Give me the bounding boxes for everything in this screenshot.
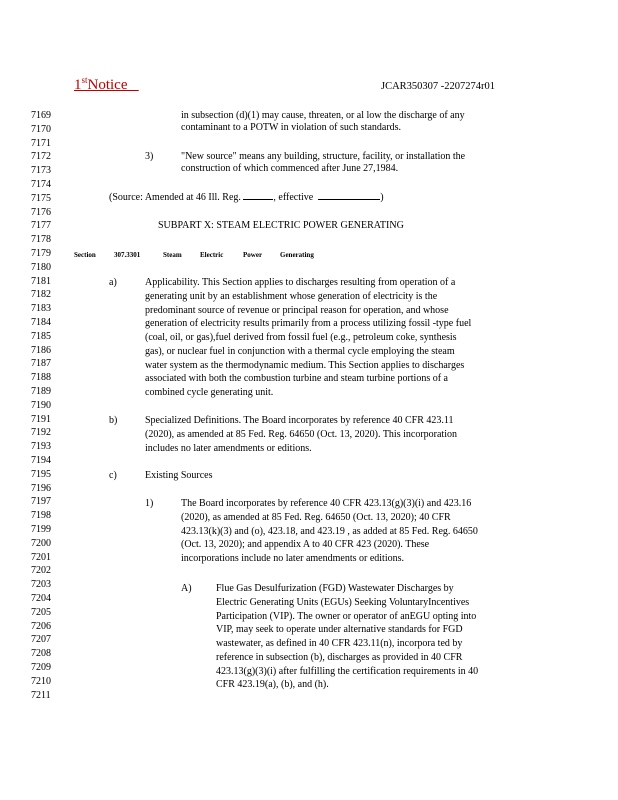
subsection-a-line: associated with both the combustion turbine and steam turbine portions of a (145, 373, 448, 385)
line-number: 7194 (31, 455, 51, 466)
notice-header (74, 77, 139, 94)
line-number: 7178 (31, 234, 51, 246)
line-number: 7177 (31, 220, 51, 232)
subparagraph-a-line: CFR 423.19(a), (b), and (h). (216, 679, 329, 691)
line-number: 7173 (31, 165, 51, 177)
section-title-word-3: Power (243, 251, 263, 259)
line-number: 7202 (31, 565, 51, 577)
line-number: 7190 (31, 399, 51, 411)
line-number: 7209 (31, 662, 51, 673)
volume-blank (243, 199, 273, 200)
jcar-reference: JCAR350307 -2207274r01 (381, 81, 496, 92)
line-number: 7170 (31, 123, 51, 135)
subparagraph-a-line: Electric Generating Units (EGUs) Seeking VoluntaryIncentives (216, 596, 470, 608)
source-text-2: , effective (273, 192, 314, 203)
paragraph-1-line: (2020), as amended at 85 Fed. Reg. 64650 (Oct. 13, 2020); 40 CFR (181, 511, 451, 523)
item-3-line-1: "New source" means any building, structure, facility, or installation the (181, 151, 466, 162)
item-3-line-2: construction of which commenced after June 27,1984. (181, 163, 399, 174)
line-number: 7205 (31, 606, 51, 618)
line-number: 7191 (31, 413, 51, 425)
line-number: 7182 (31, 289, 51, 301)
line-number: 7174 (31, 179, 51, 190)
subsection-a-line: gas), or nuclear fuel in conjunction with a thermal cycle employing the steam (145, 345, 455, 357)
subpart-title: SUBPART X: STEAM ELECTRIC POWER GENERATING (158, 220, 404, 231)
subsection-c-title: Existing Sources (145, 470, 213, 481)
section-number: 307.3301 (114, 251, 141, 259)
item-3-label: 3) (145, 151, 154, 162)
source-note (109, 192, 384, 204)
line-number: 7176 (31, 206, 51, 218)
line-number: 7187 (31, 358, 51, 370)
subparagraph-a-line: wastewater, as defined in 40 CFR 423.11(n), incorpora ted by (216, 638, 463, 649)
line-number: 7183 (31, 303, 51, 315)
subsection-a-line: generation of electricity results primarily from a process utilizing fossil -type fuel (145, 318, 472, 330)
continuation-line-1: in subsection (d)(1) may cause, threaten, or al low the discharge of any (181, 110, 465, 121)
subsection-a-line: predominant source of revenue or principal reason for operation, and whose (145, 304, 449, 316)
section-title-word-2: Electric (200, 251, 224, 259)
subsection-a-line: Applicability. This Section applies to discharges resulting from operation of a (145, 277, 456, 288)
subparagraph-a-label: A) (181, 583, 192, 594)
line-number: 7206 (31, 620, 51, 632)
subsection-b-line: (2020), as amended at 85 Fed. Reg. 64650 (Oct. 13, 2020). This incorporation (145, 428, 457, 440)
line-number: 7203 (31, 579, 51, 591)
line-number: 7199 (31, 524, 51, 535)
subsection-a-line: combined cycle generating unit. (145, 387, 274, 398)
line-number: 7188 (31, 372, 51, 384)
paragraph-1-line: (Oct. 13, 2020); and appendix A to 40 CFR 423 (2020). These (181, 539, 430, 551)
line-number: 7210 (31, 675, 51, 687)
line-number: 7181 (31, 275, 51, 287)
continuation-line-2: contaminant to a POTW in violation of such standards. (181, 122, 402, 133)
notice-number: 1 (74, 77, 82, 93)
date-blank (318, 199, 380, 200)
subparagraph-a-line: reference in subsection (b), discharges as provided in 40 CFR (216, 651, 463, 663)
notice-ordinal: st (81, 75, 88, 85)
paragraph-1-line: The Board incorporates by reference 40 CFR 423.13(g)(3)(i) and 423.16 (181, 498, 472, 509)
subsection-c-label: c) (109, 470, 117, 481)
subsection-a-label: a) (109, 277, 117, 288)
line-number: 7198 (31, 510, 51, 522)
subsection-a-line: (coal, oil, or gas),fuel derived from fossil fuel (e.g., petroleum coke, synthesis (145, 332, 457, 343)
source-text-3: ) (380, 192, 384, 203)
line-number: 7196 (31, 482, 51, 494)
subsection-a-line: water system as the thermodynamic medium. This Section applies to discharges (145, 359, 465, 371)
line-number: 7179 (31, 248, 51, 259)
paragraph-1-line: incorporations include no later amendments or editions. (181, 553, 404, 564)
section-title-word-1: Steam (163, 251, 182, 259)
subsection-a-line: generating unit by an establishment whose generation of electricity is the (145, 290, 438, 302)
line-number: 7197 (31, 496, 51, 508)
paragraph-1-label: 1) (145, 498, 154, 509)
subsection-b-label: b) (109, 415, 118, 426)
subparagraph-a-line: VIP, may seek to operate under alternative standards for FGD (216, 624, 463, 636)
line-number: 7195 (31, 468, 51, 480)
notice-word: Notice (87, 77, 128, 93)
section-title-word-4: Generating (280, 251, 314, 259)
line-number: 7185 (31, 330, 51, 342)
line-number: 7207 (31, 634, 51, 646)
line-number: 7184 (31, 317, 51, 328)
subsection-b-line: includes no later amendments or editions. (145, 442, 312, 454)
line-number: 7200 (31, 537, 51, 549)
line-number: 7169 (31, 110, 51, 121)
subparagraph-a-line: Flue Gas Desulfurization (FGD) Wastewater Discharges by (216, 583, 454, 594)
line-number: 7189 (31, 386, 51, 397)
subsection-b-line: Specialized Definitions. The Board incorporates by reference 40 CFR 423.11 (145, 415, 454, 426)
line-number: 7172 (31, 151, 51, 163)
section-label: Section (74, 251, 96, 259)
line-number: 7204 (31, 593, 51, 604)
paragraph-1-line: 423.13(k)(3) and (o), 423.18, and 423.19 , as added at 85 Fed. Reg. 64650 (181, 525, 478, 537)
subparagraph-a-line: 423.13(g)(3)(i) after fulfilling the certification requirements in 40 (216, 665, 479, 677)
line-number: 7193 (31, 441, 51, 453)
line-number: 7192 (31, 427, 51, 439)
line-number: 7175 (31, 192, 51, 204)
subparagraph-a-line: Participation (VIP). The owner or operator of anEGU opting into (216, 610, 477, 622)
line-number: 7180 (31, 261, 51, 273)
line-number: 7201 (31, 551, 51, 563)
line-number: 7211 (31, 689, 51, 701)
source-text-1: (Source: Amended at 46 Ill. Reg. (109, 192, 241, 203)
line-number: 7171 (31, 137, 51, 149)
line-number: 7186 (31, 344, 51, 356)
line-number: 7208 (31, 648, 51, 660)
